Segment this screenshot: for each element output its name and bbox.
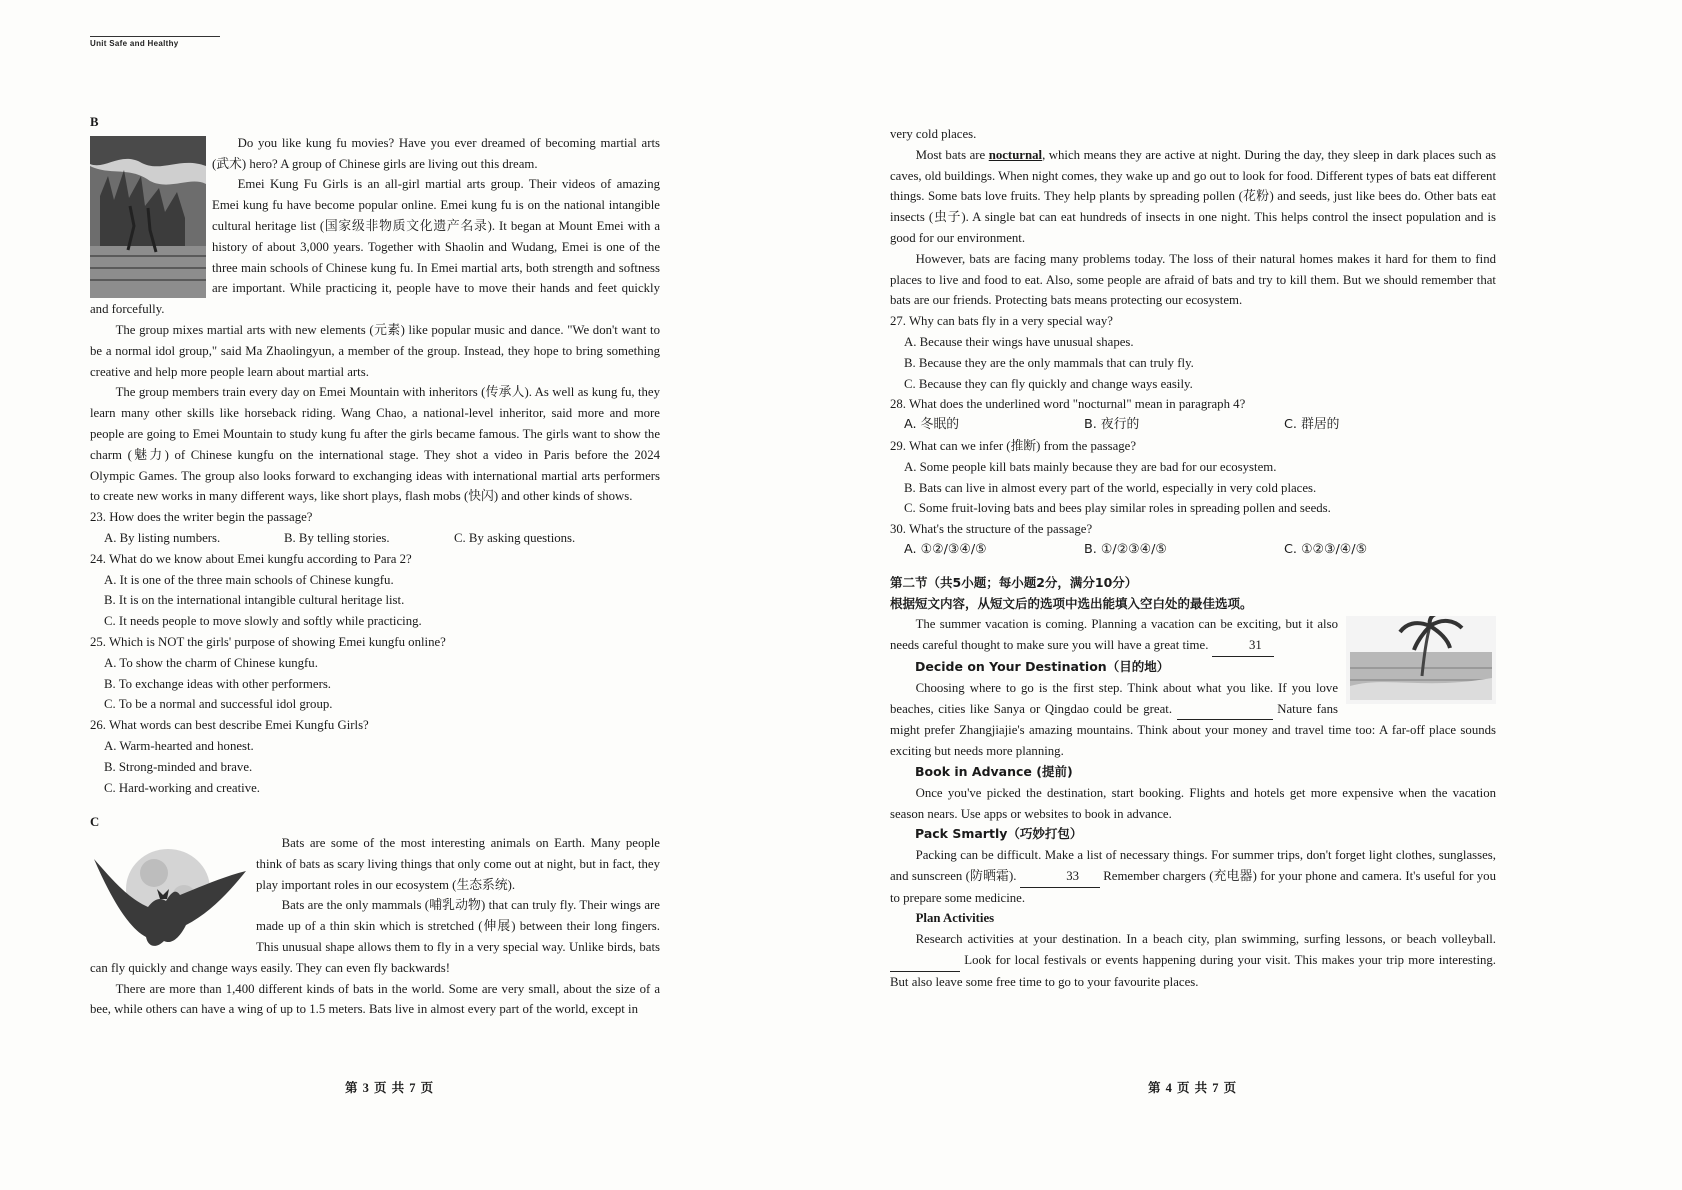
c-paragraph-3: There are more than 1,400 different kinds of bats in the world. Some are very small, about the size of a bee, while others can have a wing of up to 1.5 meters. Bats live in almost every part of the world, except in bbox=[90, 981, 660, 1017]
option-28-a: A. 冬眠的 bbox=[904, 417, 960, 433]
question-27: 27. Why can bats fly in a very special way? bbox=[890, 314, 1113, 329]
option-27-c: C. Because they can fly quickly and change ways easily. bbox=[904, 376, 1193, 391]
c-paragraph-2: Bats are the only mammals (哺乳动物) that can truly fly. Their wings are made up of a thin skin which is stretched (伸展) between their long fingers. This unusual shape allows them to fly in a very special way. Unlike birds, bats can fly quickly and change ways easily. They can even fly backwards! bbox=[90, 898, 660, 975]
part-2-instructions: 根据短文内容，从短文后的选项中选出能填入空白处的最佳选项。 bbox=[890, 595, 1253, 611]
b-paragraph-1: Do you like kung fu movies? Have you ever dreamed of becoming martial arts (武术) hero? A group of Chinese girls are living out this dream. bbox=[212, 135, 660, 171]
nocturnal-word: nocturnal bbox=[988, 147, 1043, 162]
beach-photo bbox=[1346, 616, 1496, 704]
vacation-paragraph-4 bbox=[890, 845, 1496, 908]
question-29: 29. What can we infer (推断) from the passage? bbox=[890, 438, 1137, 453]
page-header: Unit Safe and Healthy bbox=[90, 36, 220, 48]
v-p4-text-a: Packing can be difficult. Make a list of necessary things. For summer trips, don't forget light clothes, sunglasses, and sunscreen (防晒霜). bbox=[890, 848, 1496, 883]
option-26-b: B. Strong-minded and brave. bbox=[104, 759, 253, 774]
b-paragraph-4: The group members train every day on Emei Mountain with inheritors (传承人). As well as kung fu, they learn many other skills like horseback riding. Wang Chao, a national-level inheritor, said more and more people are going to Emei Mountain to study kung fu after the girls became famous. The girls want to show the charm (魅力) of Chinese kungfu on the international stage. They shot a video in Paris before the 2024 Olympic Games. The group also looks forward to exchanging ideas with international martial arts performers to create new works in many different ways, like short plays, flash mobs (快闪) and other kinds of shows. bbox=[90, 385, 660, 504]
option-28-b: B. 夜行的 bbox=[1084, 417, 1140, 433]
option-27-a: A. Because their wings have unusual shapes. bbox=[904, 334, 1134, 349]
option-29-c: C. Some fruit-loving bats and bees play similar roles in spreading pollen and seeds. bbox=[904, 501, 1331, 516]
option-26-a: A. Warm-hearted and honest. bbox=[104, 738, 254, 753]
option-28-c: C. 群居的 bbox=[1284, 417, 1340, 433]
v-p1-text: The summer vacation is coming. Planning a vacation can be exciting, but it also needs careful thought to make sure you will have a great time. bbox=[890, 617, 1338, 653]
heading-book-in-advance: Book in Advance (提前) bbox=[915, 763, 1073, 779]
option-30-c: C. ①②③/④/⑤ bbox=[1284, 541, 1368, 557]
option-23-a: A. By listing numbers. bbox=[104, 530, 221, 545]
blank-34 bbox=[890, 950, 960, 972]
heading-pack-smartly: Pack Smartly（巧妙打包） bbox=[915, 826, 1083, 842]
section-c-title: C bbox=[90, 815, 100, 830]
option-30-b: B. ①/②③④/⑤ bbox=[1084, 541, 1167, 557]
question-23-options bbox=[90, 528, 660, 549]
c-paragraph-3-continued: very cold places. bbox=[890, 127, 977, 141]
option-24-a: A. It is one of the three main schools of Chinese kungfu. bbox=[104, 572, 394, 587]
vacation-paragraph-3: Once you've picked the destination, start booking. Flights and hotels get more expensive when the vacation season nears. Use apps or websites to book in advance. bbox=[890, 785, 1496, 821]
v-p5-text-a: Research activities at your destination. In a beach city, plan swimming, surfing lessons, or beach volleyball. bbox=[915, 932, 1496, 947]
c-paragraph-1: Bats are some of the most interesting animals on Earth. Many people think of bats as scary living things that only come out at night, but in fact, they play important roles in our ecosystem (生态系统). bbox=[256, 836, 660, 892]
option-23-b: B. By telling stories. bbox=[284, 530, 390, 545]
option-25-c: C. To be a normal and successful idol group. bbox=[104, 697, 333, 712]
question-28-options bbox=[890, 415, 1496, 436]
vacation-paragraph-5 bbox=[890, 929, 1496, 992]
heading-destination: Decide on Your Destination（目的地） bbox=[915, 658, 1170, 674]
right-page-footer: 第 4 页 共 7 页 bbox=[1148, 1081, 1238, 1095]
question-26: 26. What words can best describe Emei Kungfu Girls? bbox=[90, 718, 369, 733]
question-30: 30. What's the structure of the passage? bbox=[890, 522, 1093, 537]
v-p2-text-a: Choosing where to go is the first step. Think about what you like. If you love beaches, cities like Sanya or Qingdao could be great. bbox=[890, 680, 1338, 716]
option-26-c: C. Hard-working and creative. bbox=[104, 780, 260, 795]
heading-plan-activities: Plan Activities bbox=[915, 911, 995, 926]
question-24: 24. What do we know about Emei kungfu according to Para 2? bbox=[90, 551, 412, 566]
bat-illustration bbox=[90, 837, 250, 957]
option-25-b: B. To exchange ideas with other performers. bbox=[104, 676, 332, 691]
v-p2-text-b: Nature fans might prefer Zhangjiajie's amazing mountains. Think about your money and travel time too: A far-off place sounds exciting but needs more planning. bbox=[890, 701, 1496, 759]
blank-31: 31 bbox=[1212, 635, 1274, 657]
left-page-footer: 第 3 页 共 7 页 bbox=[345, 1081, 435, 1095]
question-23: 23. How does the writer begin the passage? bbox=[90, 510, 313, 525]
v-p5-text-b: Look for local festivals or events happening during your visit. This makes your trip more interesting. But also leave some free time to go to your favourite places. bbox=[890, 953, 1497, 989]
option-23-c: C. By asking questions. bbox=[454, 530, 576, 545]
option-30-a: A. ①②/③④/⑤ bbox=[904, 541, 987, 557]
c-p4-post: , which means they are active at night. During the day, they sleep in dark places such as caves, old buildings. When night comes, they wake up and go out to look for food. Different types of bats eat different things. Some bats love fruits. They help plants by spreading pollen (花粉) and seeds, just like bees do. Other bats eat insects (虫子). A single bat can eat hundreds of insects in one night. This helps control the insect population and is good for our environment. bbox=[890, 147, 1496, 245]
option-24-b: B. It is on the international intangible cultural heritage list. bbox=[104, 593, 405, 608]
question-25: 25. Which is NOT the girls' purpose of showing Emei kungfu online? bbox=[90, 634, 446, 649]
c-p4-pre: Most bats are bbox=[915, 147, 989, 162]
question-30-options bbox=[890, 540, 1496, 561]
option-29-a: A. Some people kill bats mainly because they are bad for our ecosystem. bbox=[904, 459, 1277, 474]
question-28: 28. What does the underlined word "nocturnal" mean in paragraph 4? bbox=[890, 397, 1246, 412]
option-27-b: B. Because they are the only mammals that can truly fly. bbox=[904, 355, 1194, 370]
v-p4-text-b: Remember chargers (充电器) for your phone and camera. It's useful for you to prepare some medicine. bbox=[890, 868, 1496, 905]
c-paragraph-4 bbox=[890, 145, 1496, 249]
left-page bbox=[90, 112, 660, 1020]
b-paragraph-3: The group mixes martial arts with new elements (元素) like popular music and dance. "We don't want to be a normal idol group," said Ma Zhaolingyun, a member of the group. Instead, they hope to bring something creative and help more people learn about martial arts. bbox=[90, 322, 660, 379]
right-page bbox=[890, 124, 1496, 993]
blank-32 bbox=[1177, 699, 1273, 721]
option-25-a: A. To show the charm of Chinese kungfu. bbox=[104, 655, 318, 670]
section-b-title: B bbox=[90, 115, 99, 129]
blank-33: 33 bbox=[1020, 866, 1100, 888]
part-2-title: 第二节（共5小题；每小题2分，满分10分） bbox=[890, 574, 1138, 590]
b-paragraph-2: Emei Kung Fu Girls is an all-girl martial arts group. Their videos of amazing Emei kung fu have become popular online. Emei kung fu is on the national intangible cultural heritage list (国家级非物质文化遗产名录). It began at Mount Emei with a history of about 3,000 years. Together with Shaolin and Wudang, Emei is one of the three main schools of Chinese kung fu. In Emei martial arts, both strength and softness are important. While practicing it, people have to move their hands and feet quickly and forcefully. bbox=[90, 177, 660, 317]
c-paragraph-5: However, bats are facing many problems today. The loss of their natural homes makes it hard for them to find places to live and food to eat. Also, some people are afraid of bats and try to kill them. But we should remember that bats are our friends. Protecting bats means protecting our ecosystem. bbox=[890, 251, 1496, 308]
kungfu-photo bbox=[90, 136, 206, 298]
option-29-b: B. Bats can live in almost every part of the world, especially in very cold places. bbox=[904, 480, 1317, 495]
option-24-c: C. It needs people to move slowly and softly while practicing. bbox=[104, 614, 422, 629]
